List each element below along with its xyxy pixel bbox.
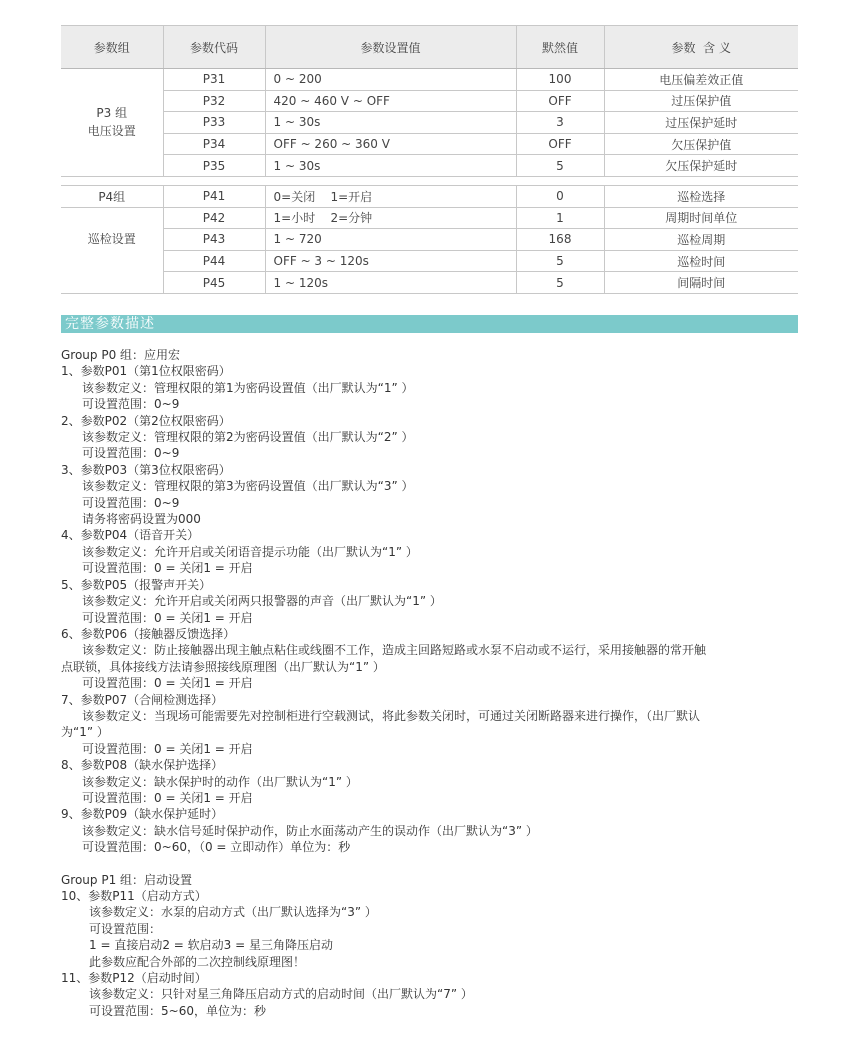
param-title: 11、参数P12（启动时间） [61, 971, 207, 986]
param-title: 3、参数P03（第3位权限密码） [61, 462, 231, 477]
param-default: OFF [516, 133, 604, 155]
param-default: 100 [516, 69, 604, 91]
header-default: 默然值 [516, 26, 604, 69]
param-title: 6、参数P06（接触器反馈选择） [61, 626, 236, 641]
header-group: 参数组 [61, 26, 163, 69]
param-meaning: 巡检周期 [604, 229, 798, 251]
param-default: 168 [516, 229, 604, 251]
param-definition: 该参数定义：管理权限的第1为密码设置值（出厂默认为“1” ） [82, 380, 414, 395]
param-definition: 该参数定义：当现场可能需要先对控制柜进行空载测试，将此参数关闭时，可通过关闭断路器来进行操作，（出厂默认 [82, 708, 701, 723]
param-range: 可设置范围：0~60，（0 = 立即动作）单位为：秒 [82, 840, 351, 855]
param-default: OFF [516, 90, 604, 112]
param-code: P44 [163, 250, 265, 272]
table-row [61, 155, 798, 177]
param-definition-cont: 为“1” ） [61, 725, 109, 740]
param-title: 9、参数P09（缺水保护延时） [61, 807, 224, 822]
table-row [61, 90, 798, 112]
param-range: 可设置范围：0~9 [82, 495, 180, 510]
param-title: 8、参数P08（缺水保护选择） [61, 758, 224, 773]
table-row [61, 133, 798, 155]
param-range: 可设置范围：5~60，单位为：秒 [89, 1003, 266, 1018]
param-code: P33 [163, 112, 265, 134]
param-range: 可设置范围：0 = 关闭1 = 开启 [82, 561, 253, 576]
param-definition: 该参数定义：允许开启或关闭两只报警器的声音（出厂默认为“1” ） [82, 594, 442, 609]
parameter-table-p3 [61, 25, 798, 177]
param-range: 可设置范围： [89, 921, 162, 936]
table-row [61, 229, 798, 251]
param-meaning: 过压保护值 [604, 90, 798, 112]
param-code: P42 [163, 207, 265, 229]
param-value: 0=关闭 1=开启 [265, 186, 516, 208]
param-definition-cont: 点联锁，具体接线方法请参照接线原理图（出厂默认为“1” ） [61, 659, 385, 674]
param-definition: 该参数定义：管理权限的第3为密码设置值（出厂默认为“3” ） [82, 479, 414, 494]
param-range: 可设置范围：0~9 [82, 446, 180, 461]
param-title: 1、参数P01（第1位权限密码） [61, 364, 231, 379]
group-name: P3 组 [96, 106, 128, 121]
param-value: OFF ~ 260 ~ 360 V [265, 133, 516, 155]
param-range: 可设置范围：0 = 关闭1 = 开启 [82, 741, 253, 756]
section-title-bar: 完整参数描述 [61, 315, 798, 333]
param-definition: 该参数定义：只针对星三角降压启动方式的启动时间（出厂默认为“7” ） [89, 987, 473, 1002]
table-row [61, 186, 798, 208]
table-row [61, 69, 798, 91]
header-meaning: 参数 含 义 [604, 26, 798, 69]
group-title: Group P0 组：应用宏 [61, 348, 181, 362]
group-cell-p3 [61, 69, 163, 177]
param-code: P34 [163, 133, 265, 155]
param-meaning: 欠压保护值 [604, 133, 798, 155]
param-value: 1 ~ 30s [265, 155, 516, 177]
param-range: 可设置范围：0 = 关闭1 = 开启 [82, 676, 253, 691]
param-range: 可设置范围：0 = 关闭1 = 开启 [82, 610, 253, 625]
group-desc: 巡检设置 [61, 207, 163, 293]
group-desc: 电压设置 [87, 124, 136, 139]
param-definition: 该参数定义：允许开启或关闭语音提示功能（出厂默认为“1” ） [82, 544, 418, 559]
param-meaning: 巡检时间 [604, 250, 798, 272]
param-default: 1 [516, 207, 604, 229]
param-definition: 该参数定义：防止接触器出现主触点粘住或线圈不工作，造成主回路短路或水泵不启动或不运行，采用接触器的常开触 [82, 643, 707, 658]
param-code: P35 [163, 155, 265, 177]
header-code: 参数代码 [163, 26, 265, 69]
parameter-table-p4 [61, 185, 798, 294]
param-title: 2、参数P02（第2位权限密码） [61, 413, 231, 428]
param-meaning: 间隔时间 [604, 272, 798, 294]
parameter-description [61, 347, 801, 1019]
param-meaning: 欠压保护延时 [604, 155, 798, 177]
param-code: P41 [163, 186, 265, 208]
group-name: P4组 [61, 186, 163, 208]
param-default: 3 [516, 112, 604, 134]
param-value: 0 ~ 200 [265, 69, 516, 91]
param-code: P31 [163, 69, 265, 91]
param-options: 1 = 直接启动2 = 软启动3 = 星三角降压启动 [89, 938, 333, 953]
group-title: Group P1 组：启动设置 [61, 872, 193, 887]
param-definition: 该参数定义：水泵的启动方式（出厂默认选择为“3” ） [89, 905, 377, 920]
param-default: 5 [516, 272, 604, 294]
param-definition: 该参数定义：缺水保护时的动作（出厂默认为“1” ） [82, 774, 358, 789]
table-row [61, 207, 798, 229]
param-meaning: 电压偏差效正值 [604, 69, 798, 91]
param-code: P45 [163, 272, 265, 294]
param-title: 4、参数P04（语音开关） [61, 528, 200, 543]
param-value: 420 ~ 460 V ~ OFF [265, 90, 516, 112]
header-value: 参数设置值 [265, 26, 516, 69]
param-meaning: 巡检选择 [604, 186, 798, 208]
param-default: 0 [516, 186, 604, 208]
param-note: 请务将密码设置为000 [82, 512, 201, 527]
param-definition: 该参数定义：缺水信号延时保护动作，防止水面荡动产生的误动作（出厂默认为“3” ） [82, 823, 538, 838]
table-row [61, 272, 798, 294]
param-meaning: 过压保护延时 [604, 112, 798, 134]
param-code: P43 [163, 229, 265, 251]
param-value: OFF ~ 3 ~ 120s [265, 250, 516, 272]
param-default: 5 [516, 155, 604, 177]
param-title: 5、参数P05（报警声开关） [61, 577, 212, 592]
param-value: 1 ~ 120s [265, 272, 516, 294]
table-row [61, 250, 798, 272]
param-meaning: 周期时间单位 [604, 207, 798, 229]
spacer [61, 856, 801, 872]
param-definition: 该参数定义：管理权限的第2为密码设置值（出厂默认为“2” ） [82, 430, 414, 445]
param-title: 10、参数P11（启动方式） [61, 889, 207, 903]
param-title: 7、参数P07（合闸检测选择） [61, 692, 224, 707]
param-value: 1 ~ 30s [265, 112, 516, 134]
param-default: 5 [516, 250, 604, 272]
param-note: 此参数应配合外部的二次控制线原理图！ [89, 954, 306, 969]
param-code: P32 [163, 90, 265, 112]
param-value: 1=小时 2=分钟 [265, 207, 516, 229]
table-header-row [61, 26, 798, 69]
param-value: 1 ~ 720 [265, 229, 516, 251]
param-range: 可设置范围：0~9 [82, 397, 180, 412]
param-range: 可设置范围：0 = 关闭1 = 开启 [82, 790, 253, 805]
table-row [61, 112, 798, 134]
